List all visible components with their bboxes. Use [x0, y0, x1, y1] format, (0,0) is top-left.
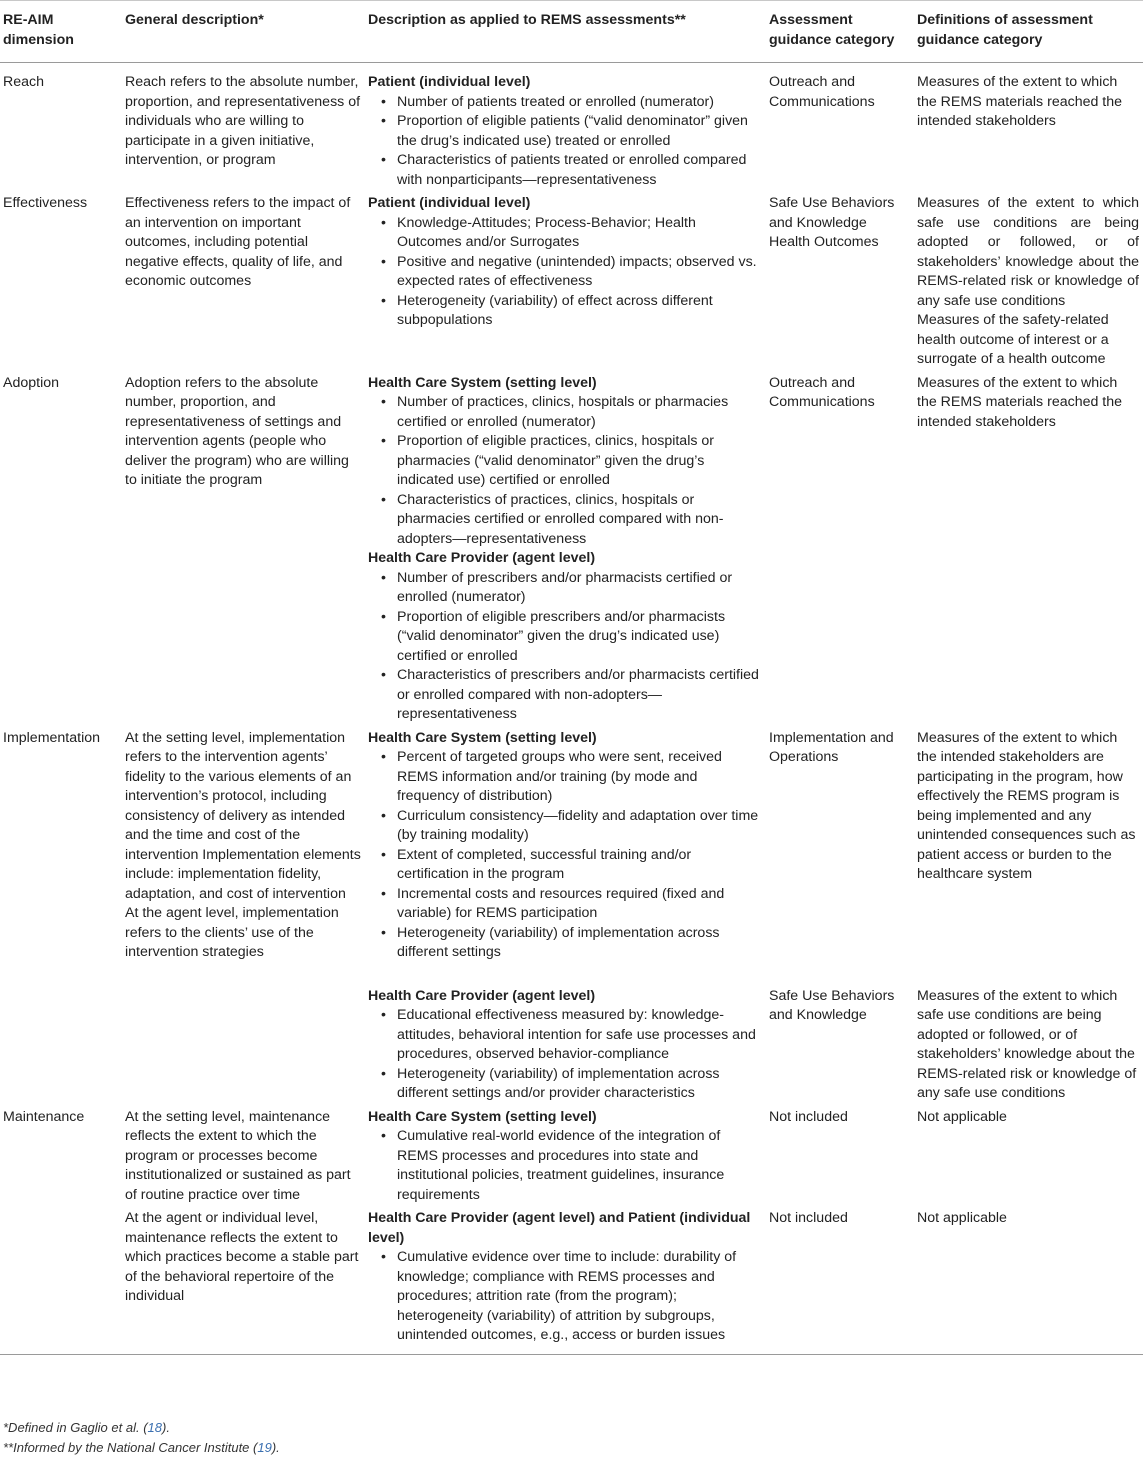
general-description-cell: At the agent or individual level, maintenance reflects the extent to which practices become a stable part of the behavioral repertoire of the individual	[122, 1207, 365, 1354]
header-row	[0, 1, 1143, 63]
general-description-cell: Effectiveness refers to the impact of an intervention on important outcomes, including potential negative effects, quality of life, and economic outcomes	[125, 195, 351, 289]
guidance-category-cell: Outreach and Communications	[769, 74, 875, 110]
bullet-list	[368, 748, 762, 963]
dimension-cell: Effectiveness	[3, 195, 88, 211]
rems-description-cell	[365, 192, 766, 372]
definition-cell	[914, 192, 1143, 372]
table-row-implementation-agent	[0, 985, 1143, 1106]
list-item: • Number of patients treated or enrolled (numerator)	[397, 93, 762, 113]
list-item: • Heterogeneity (variability) of implementation across different settings and/or provider characteristics	[397, 1065, 762, 1104]
guidance-category-cell: Implementation and Operations	[769, 729, 894, 765]
list-item: • Characteristics of prescribers and/or pharmacists certified or enrolled compared with non-adopters—representativeness	[397, 666, 762, 725]
definition-cell: Measures of the extent to which the REMS materials reached the intended stakeholders	[917, 374, 1123, 430]
list-item: • Proportion of eligible patients (“valid denominator” given the drug’s indicated use) treated or enrolled	[397, 112, 762, 151]
level-heading: Health Care System (setting level)	[368, 1108, 597, 1125]
list-item: • Knowledge-Attitudes; Process-Behavior; Health Outcomes and/or Surrogates	[397, 214, 762, 253]
header-general-description: General description*	[122, 1, 365, 63]
bullet-list	[368, 93, 762, 191]
dimension-cell: Adoption	[3, 374, 60, 391]
list-item: • Educational effectiveness measured by: knowledge-attitudes, behavioral intention for safe use processes and procedures, observed behavior-compliance	[397, 1006, 762, 1065]
general-description-cell: Reach refers to the absolute number, proportion, and representativeness of individuals who are willing to participate in a given initiative, intervention, or program	[125, 74, 361, 168]
definition-cell: Measures of the extent to which safe use conditions are being adopted or followed, or of stakeholders’ knowledge about the REMS-related risk or knowledge of any safe use conditions	[917, 987, 1137, 1101]
rems-description-cell	[365, 985, 766, 1106]
list-item: • Cumulative evidence over time to include: durability of knowledge; compliance with REMS processes and procedures; attrition rate (from the program); heterogeneity (variability) of attrition by subgroups, unintended outcomes, e.g., access or burden issues	[397, 1248, 762, 1346]
rems-description-cell	[365, 63, 766, 193]
table-row-implementation	[0, 727, 1143, 985]
list-item: • Number of practices, clinics, hospitals or pharmacies certified or enrolled (numerator)	[397, 393, 762, 432]
bullet-list	[368, 1127, 762, 1205]
rems-description-cell	[365, 1106, 766, 1208]
rems-description-cell	[365, 1207, 766, 1354]
definition-cell: Measures of the extent to which the REMS materials reached the intended stakeholders	[917, 74, 1123, 129]
guidance-category-cell: Safe Use Behaviors and Knowledge	[769, 987, 895, 1023]
header-category-definitions: Definitions of assessment guidance category	[914, 1, 1143, 63]
definition-text: Measures of the extent to which safe use conditions are being adopted or followed, or of stakeholders’ knowledge about the REMS-related risk or knowledge of any safe use conditions	[917, 195, 1139, 309]
dimension-cell: Reach	[3, 74, 45, 90]
bullet-list	[368, 569, 762, 725]
list-item: • Characteristics of practices, clinics, hospitals or pharmacies certified or enrolled compared with non-adopters—representativeness	[397, 491, 762, 550]
list-item: • Proportion of eligible practices, clinics, hospitals or pharmacies (“valid denominator” given the drug’s indicated use) certified or enrolled	[397, 432, 762, 491]
dimension-cell: Maintenance	[3, 1108, 85, 1125]
header-rems-description: Description as applied to REMS assessments**	[365, 1, 766, 63]
definition-cell: Not applicable	[914, 1207, 1143, 1354]
bullet-list	[368, 1248, 762, 1346]
level-heading: Health Care System (setting level)	[368, 374, 597, 391]
guidance-category-cell: Not included	[766, 1207, 914, 1354]
general-description-cell: At the setting level, implementation refers to the intervention agents’ fidelity to the various elements of an intervention’s protocol, including consistency of delivery as intended and the time and cost of the intervention Implementation elements include: implementation fidelity, adaptation, and cost of intervention At the agent level, implementation refers to the clients’ use of the intervention strategies	[125, 729, 361, 960]
list-item: • Cumulative real-world evidence of the integration of REMS processes and procedures into state and institutional policies, treatment guidelines, insurance requirements	[397, 1127, 762, 1205]
level-heading: Health Care Provider (agent level)	[368, 987, 596, 1004]
rems-description-cell	[365, 727, 766, 985]
table-row-reach	[0, 63, 1143, 193]
table-row-effectiveness	[0, 192, 1143, 372]
guidance-category-cell: Safe Use Behaviors and Knowledge Health Outcomes	[769, 195, 895, 250]
list-item: • Number of prescribers and/or pharmacists certified or enrolled (numerator)	[397, 569, 762, 608]
footnote-2: **Informed by the National Cancer Institute (19).	[3, 1439, 280, 1455]
citation-link-18[interactable]: 18	[147, 1420, 162, 1435]
level-heading: Health Care Provider (agent level) and Patient (individual level)	[368, 1210, 751, 1246]
table-row-maintenance-agent	[0, 1207, 1143, 1354]
list-item: • Extent of completed, successful training and/or certification in the program	[397, 846, 762, 885]
list-item: • Positive and negative (unintended) impacts; observed vs. expected rates of effectiveness	[397, 253, 762, 292]
table-row-maintenance	[0, 1106, 1143, 1208]
level-heading: Patient (individual level)	[368, 74, 531, 90]
header-guidance-category: Assessment guidance category	[766, 1, 914, 63]
definition-cell: Not applicable	[917, 1108, 1007, 1125]
list-item: • Heterogeneity (variability) of implementation across different settings	[397, 924, 762, 963]
footnote-1: *Defined in Gaglio et al. (18).	[3, 1420, 170, 1435]
guidance-category-cell: Not included	[769, 1108, 848, 1125]
general-description-cell: Adoption refers to the absolute number, proportion, and representativeness of settings and intervention agents (people who deliver the program) who are willing to initiate the program	[125, 374, 349, 488]
citation-link-19[interactable]: 19	[257, 1439, 272, 1455]
list-item: • Incremental costs and resources required (fixed and variable) for REMS participation	[397, 885, 762, 924]
definition-text: Measures of the safety-related health outcome of interest or a surrogate of a health outcome	[917, 312, 1109, 367]
general-description-cell: At the setting level, maintenance reflects the extent to which the program or processes become institutionalized or sustained as part of routine practice over time	[125, 1108, 351, 1203]
bullet-list	[368, 214, 762, 331]
rems-description-cell	[365, 372, 766, 727]
dimension-cell: Implementation	[3, 729, 100, 746]
bullet-list	[368, 1006, 762, 1104]
list-item: • Characteristics of patients treated or enrolled compared with nonparticipants—representativeness	[397, 151, 762, 190]
bullet-list	[368, 393, 762, 549]
list-item: • Proportion of eligible prescribers and/or pharmacists (“valid denominator” given the drug’s indicated use) certified or enrolled	[397, 608, 762, 667]
list-item: • Heterogeneity (variability) of effect across different subpopulations	[397, 292, 762, 331]
guidance-category-cell: Outreach and Communications	[769, 374, 875, 410]
header-dimension: RE-AIM dimension	[0, 1, 122, 63]
level-heading: Patient (individual level)	[368, 195, 531, 211]
footnotes	[3, 1418, 280, 1457]
list-item: • Percent of targeted groups who were sent, received REMS information and/or training (by mode and frequency of distribution)	[397, 748, 762, 807]
definition-cell: Measures of the extent to which the intended stakeholders are participating in the program, how effectively the REMS program is being implemented and any unintended consequences such as patient access or burden to the healthcare system	[917, 729, 1136, 882]
table-row-adoption	[0, 372, 1143, 727]
list-item: • Curriculum consistency—fidelity and adaptation over time (by training modality)	[397, 807, 762, 846]
level-heading: Health Care Provider (agent level)	[368, 550, 596, 566]
level-heading: Health Care System (setting level)	[368, 729, 597, 746]
